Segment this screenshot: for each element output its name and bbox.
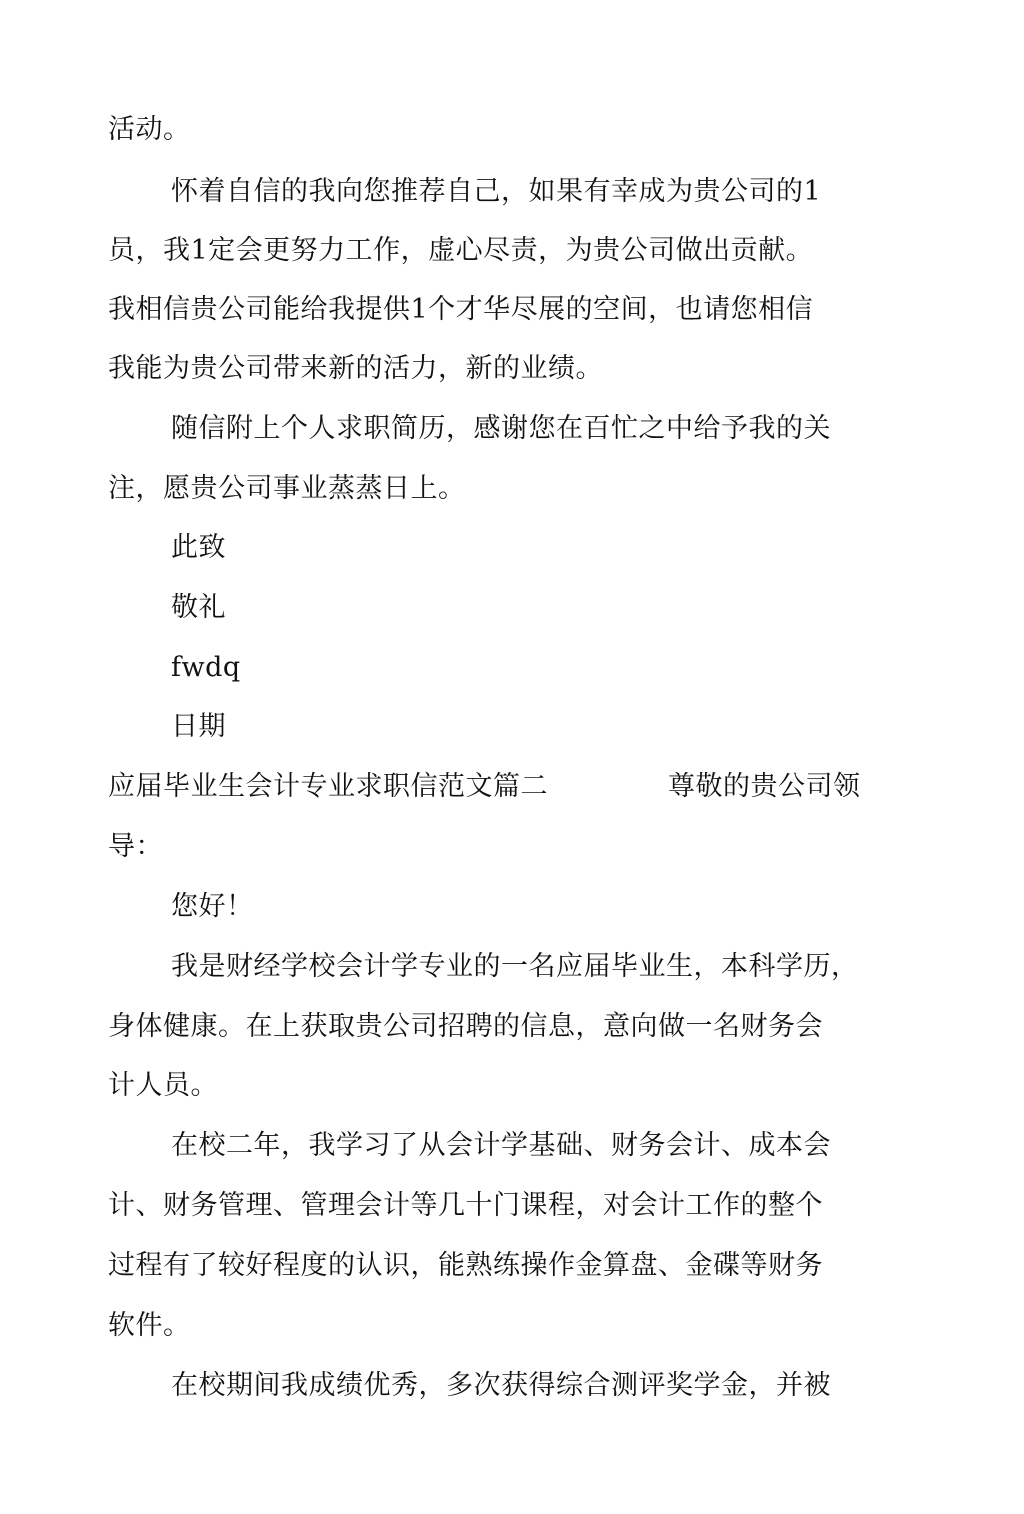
text-line: 我能为贵公司带来新的活力，新的业绩。	[108, 353, 603, 384]
closing-line: 此致	[171, 532, 226, 563]
signature-line: fwdq	[171, 652, 241, 683]
paragraph-line: 我是财经学校会计学专业的一名应届毕业生，本科学历，	[171, 951, 859, 982]
text-line: 导：	[108, 831, 163, 862]
text-line: 过程有了较好程度的认识，能熟练操作金算盘、金碟等财务	[108, 1250, 823, 1281]
greeting-line: 您好！	[171, 891, 254, 922]
salutation: 尊敬的贵公司领	[668, 771, 861, 802]
text-line: 软件。	[108, 1310, 191, 1341]
text-line: 身体健康。在上获取贵公司招聘的信息，意向做一名财务会	[108, 1011, 823, 1042]
text-line: 员，我1定会更努力工作，虚心尽责，为贵公司做出贡献。	[108, 235, 814, 266]
paragraph-line: 在校期间我成绩优秀，多次获得综合测评奖学金，并被	[171, 1370, 831, 1401]
text-line: 我相信贵公司能给我提供1个才华尽展的空间，也请您相信	[108, 294, 814, 325]
text-line: 计人员。	[108, 1070, 218, 1101]
paragraph-line: 怀着自信的我向您推荐自己，如果有幸成为贵公司的1	[171, 176, 822, 207]
section-heading: 应届毕业生会计专业求职信范文篇二	[108, 771, 548, 802]
paragraph-line: 随信附上个人求职简历，感谢您在百忙之中给予我的关	[171, 413, 831, 444]
paragraph-line: 在校二年，我学习了从会计学基础、财务会计、成本会	[171, 1130, 831, 1161]
text-line: 活动。	[108, 114, 191, 145]
closing-line: 敬礼	[171, 592, 226, 623]
date-line: 日期	[171, 711, 226, 742]
text-line: 计、财务管理、管理会计等几十门课程，对会计工作的整个	[108, 1190, 823, 1221]
text-line: 注，愿贵公司事业蒸蒸日上。	[108, 473, 466, 504]
